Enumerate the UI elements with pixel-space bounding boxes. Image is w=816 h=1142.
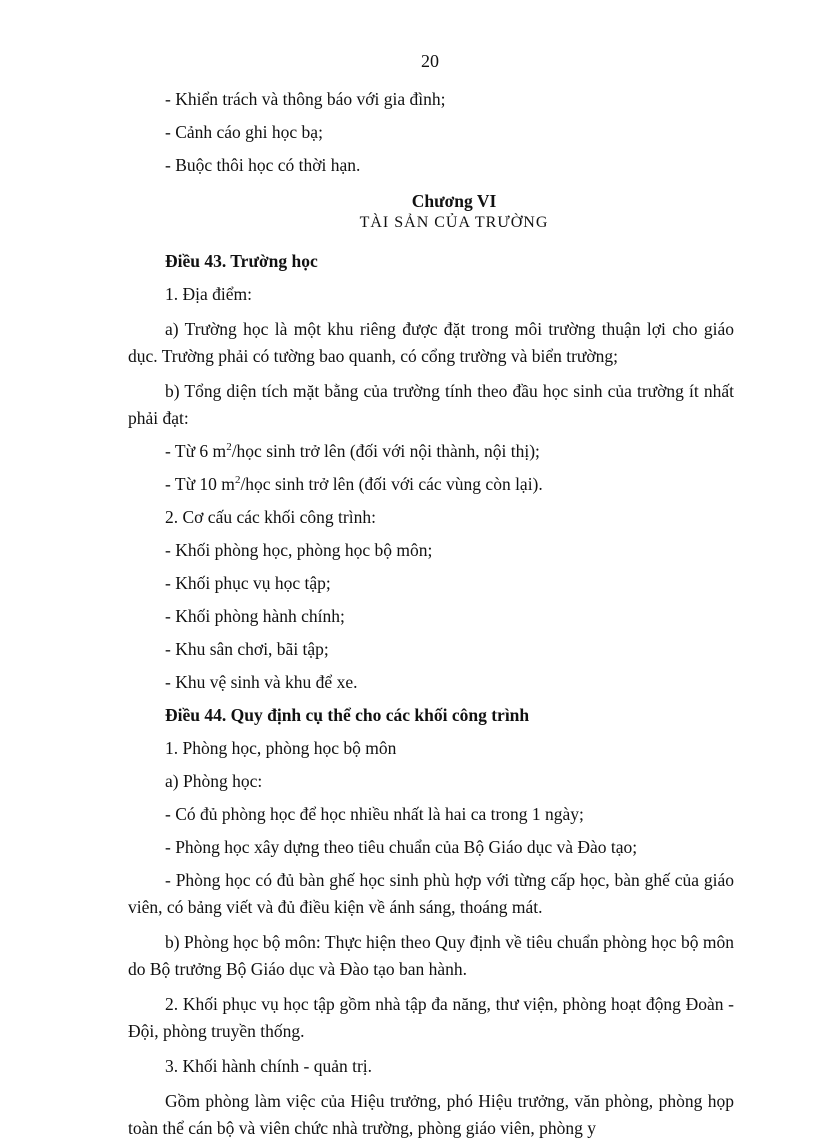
list-item: - Khối phục vụ học tập; [165,573,331,593]
article-43-heading: Điều 43. Trường học [165,251,318,271]
list-item: - Có đủ phòng học để học nhiều nhất là hai ca trong 1 ngày; [165,804,584,824]
paragraph: 1. Địa điểm: [165,284,252,304]
paragraph: 1. Phòng học, phòng học bộ môn [165,738,397,758]
area-text: /học sinh trở lên (đối với các vùng còn lại). [240,474,543,494]
list-item: - Cảnh cáo ghi học bạ; [165,122,323,142]
area-superscript: 2 [226,441,232,454]
list-item: - Khiển trách và thông báo với gia đình; [165,89,446,109]
paragraph: Gồm phòng làm việc của Hiệu trưởng, phó Hiệu trưởng, văn phòng, phòng họp toàn thể cán bộ và viên chức nhà trường, phòng giáo viên, phòng y [128,1091,734,1138]
area-text: - Từ 6 m [165,441,227,461]
page-number: 20 [421,51,439,71]
list-item: - Khối phòng hành chính; [165,606,345,626]
page-content [128,86,734,1142]
paragraph: b) Tổng diện tích mặt bằng của trường tính theo đầu học sinh của trường ít nhất phải đạt: [128,381,734,428]
paragraph: b) Phòng học bộ môn: Thực hiện theo Quy định về tiêu chuẩn phòng học bộ môn do Bộ trưởng Bộ Giáo dục và Đào tạo ban hành. [128,932,734,979]
list-item: - Buộc thôi học có thời hạn. [165,155,361,175]
list-item: - Phòng học xây dựng theo tiêu chuẩn của Bộ Giáo dục và Đào tạo; [165,837,638,857]
paragraph: 3. Khối hành chính - quản trị. [165,1056,373,1076]
area-text: - Từ 10 m [165,474,235,494]
list-item: - Khối phòng học, phòng học bộ môn; [165,540,433,560]
article-44-heading: Điều 44. Quy định cụ thể cho các khối công trình [165,705,530,725]
area-text: /học sinh trở lên (đối với nội thành, nội thị); [231,441,540,461]
area-superscript: 2 [234,474,241,487]
paragraph: 2. Cơ cấu các khối công trình: [165,507,376,527]
list-item: - Khu vệ sinh và khu để xe. [165,672,358,692]
paragraph: a) Trường học là một khu riêng được đặt trong môi trường thuận lợi cho giáo dục. Trường phải có tường bao quanh, có cổng trường và biển trường; [128,319,734,366]
chapter-subtitle: TÀI SẢN CỦA TRƯỜNG [359,214,549,231]
area-requirement [128,438,734,465]
area-requirement [128,471,734,498]
paragraph: - Phòng học có đủ bàn ghế học sinh phù hợp với từng cấp học, bàn ghế của giáo viên, có bảng viết và đủ điều kiện về ánh sáng, thoáng mát. [128,870,734,917]
paragraph: 2. Khối phục vụ học tập gồm nhà tập đa năng, thư viện, phòng hoạt động Đoàn - Đội, phòng truyền thống. [128,994,734,1041]
paragraph: a) Phòng học: [165,771,263,791]
list-item: - Khu sân chơi, bãi tập; [165,639,329,659]
chapter-title: Chương VI [411,191,497,211]
